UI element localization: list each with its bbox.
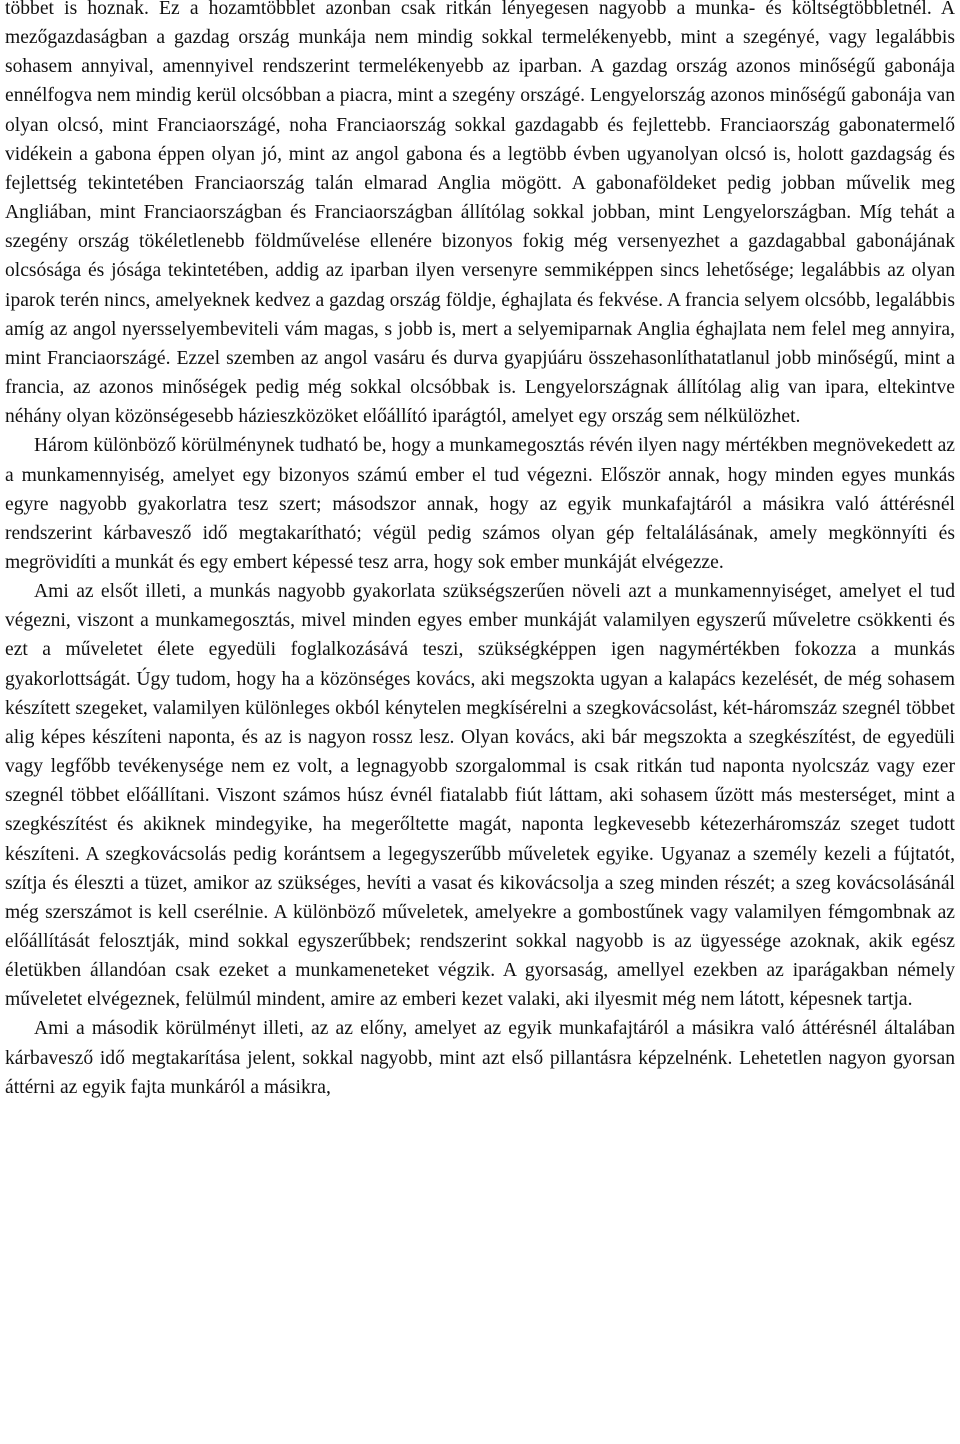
paragraph-2: Három különböző körülménynek tudható be, hogy a munkamegosztás révén ilyen nagy mértékben megnövekedett az a munkamennyiség, amelyet egy bizonyos számú ember el tud végezni. Először annak, hogy minden egyes munkás egyre nagyobb gyakorlatra tesz szert; másodszor annak, hogy az egyik munkafajtáról a másikra való áttérésnél rendszerint kárbavesző idő megtakarítható; végül pedig számos olyan gép feltalálásának, amely megkönnyíti és megrövidíti a munkát és egy embert képessé tesz arra, hogy sok ember munkáját elvégezze. (5, 435, 955, 573)
paragraph-3: Ami az elsőt illeti, a munkás nagyobb gyakorlata szükségszerűen növeli azt a munkamennyiséget, amelyet el tud végezni, viszont a munkamegosztás, mivel minden egyes ember munkáját valamilyen egyszerű műveletre csökkenti és ezt a műveletet élete egyedüli foglalkozásává teszi, szükségképpen igen nagymértékben fokozza a munkás gyakorlottságát. Úgy tudom, hogy ha a közönséges kovács, aki megszokta ugyan a kalapács kezelését, de még sohasem készített szegeket, valamilyen különleges okból kénytelen megkísérelni a szegkovácsolást, két-háromszáz szegnél többet alig képes készíteni naponta, és az is nagyon rossz lesz. Olyan kovács, aki bár megszokta a szegkészítést, de egyedüli vagy legfőbb tevékenysége nem ez volt, a legnagyobb szorgalommal is csak ritkán tud naponta nyolcszáz vagy ezer szegnél többet előállítani. Viszont számos húsz évnél fiatalabb fiút láttam, aki sohasem űzött más mesterséget, mint a szegkészítést és akiknek mindegyike, ha megerőltette magát, naponta legkevesebb kétezerháromszáz szeget tudott készíteni. A szegkovácsolás pedig korántsem a legegyszerűbb műveletek egyike. Ugyanaz a személy kezeli a fújtatót, szítja és éleszti a tüzet, amikor az szükséges, hevíti a vasat és kikovácsolja a szeg minden részét; a szeg kovácsolásánál még szerszámot is kell cserélnie. A különböző műveletek, amelyekre a gombostűnek vagy valamilyen fémgombnak az előállítását felosztják, mind sokkal egyszerűbbek; rendszerint sokkal nagyobb is az ügyessége azoknak, akik egész életükben állandóan csak ezeket a munkameneteket végzik. A gyorsaság, amellyel ezekben az iparágakban némely műveletet elvégeznek, felülmúl mindent, amire az emberi kezet valaki, aki ilyesmit még nem látott, képesnek tartja. (5, 581, 955, 1011)
paragraph-1: többet is hoznak. Ez a hozamtöbblet azonban csak ritkán lényegesen nagyobb a munka- és költségtöbbletnél. A mezőgazdaságban a gazdag ország munkája nem mindig sokkal termelékenyebb, mint a szegényé, vagy legalábbis sohasem annyival, amennyivel rendszerint termelékenyebb az iparban. A gazdag ország azonos minőségű gabonája ennélfogva nem mindig kerül olcsóbban a piacra, mint a szegény országé. Lengyelország azonos minőségű gabonája van olyan olcsó, mint Franciaországé, noha Franciaország sokkal gazdagabb és fejlettebb. Franciaország gabonatermelő vidékein a gabona éppen olyan jó, mint az angol gabona és a legtöbb évben ugyanolyan olcsó is, holott gazdagság és fejlettség tekintetében Franciaország talán elmarad Anglia mögött. A gabonaföldeket pedig jobban művelik meg Angliában, mint Franciaországban és Franciaországban állítólag sokkal jobban, mint Lengyelországban. Míg tehát a szegény ország tökéletlenebb földművelése ellenére bizonyos fokig még versenyezhet a gazdagabbal gabonájának olcsósága és jósága tekintetében, addig az iparban ilyen versenyre semmiképpen sincs lehetősége; legalábbis az olyan iparok terén nincs, amelyeknek kedvez a gazdag ország földje, éghajlata és fekvése. A francia selyem olcsóbb, legalábbis amíg az angol nyersselyembeviteli vám magas, s jobb is, mert a selyemiparnak Anglia éghajlata nem felel meg annyira, mint Franciaországé. Ezzel szemben az angol vasáru és durva gyapjúáru összehasonlíthatatlanul jobb minőségű, mint a francia, az azonos minőségek pedig még sokkal olcsóbbak is. Lengyelországnak állítólag alig van ipara, eltekintve néhány olyan közönségesebb házieszközöket előállító iparágtól, amelyet egy ország sem nélkülözhet. (5, 0, 955, 428)
paragraph-4: Ami a második körülményt illeti, az az előny, amelyet az egyik munkafajtáról a másikra való áttérésnél általában kárbavesző idő megtakarítása jelent, sokkal nagyobb, mint azt első pillantásra képzelnénk. Lehetetlen nagyon gyorsan áttérni az egyik fajta munkáról a másikra, (5, 1018, 955, 1098)
document-page (5, 0, 955, 1102)
